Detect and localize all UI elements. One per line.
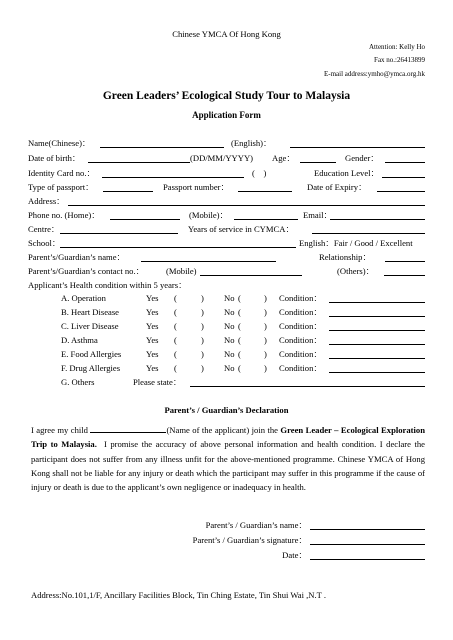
health-condition-label-c: Condition： — [279, 321, 322, 331]
health-yes-open-c[interactable]: ( — [174, 321, 177, 331]
guardian-name-label: Parent’s/Guardian’s name： — [28, 252, 126, 262]
health-yes-open-b[interactable]: ( — [174, 307, 177, 317]
health-no-c: No — [224, 321, 235, 331]
passport-type-field[interactable] — [103, 182, 153, 192]
declaration-text — [31, 423, 425, 494]
health-no-f: No — [224, 363, 235, 373]
health-condition-field-f[interactable] — [329, 363, 425, 373]
guardian-name-field[interactable] — [141, 252, 276, 262]
mobile-field[interactable] — [234, 210, 298, 220]
school-label: School： — [28, 238, 61, 248]
health-heading: Applicant’s Health condition within 5 years： — [28, 280, 187, 290]
declaration-body: I promise the accuracy of above personal information and health condition. I declare the participant does not suffer from any illness unfit for the above-mentioned programme. Chinese YMCA of Hong Kong shall not be liable for any injury or death which the participant may suffer in this programme if the cause of injury or death is due to the applicant’s own negligence or inadequacy in health. — [31, 439, 425, 493]
id-card-check: ( ) — [252, 168, 267, 178]
passport-number-field[interactable] — [238, 182, 292, 192]
health-no-close-c: ) — [264, 321, 267, 331]
signature-date-label: Date： — [282, 550, 307, 560]
please-state-label: Please state： — [133, 377, 182, 387]
please-state-field[interactable] — [190, 377, 425, 387]
health-condition-label-f: Condition： — [279, 363, 322, 373]
years-service-field[interactable] — [312, 224, 425, 234]
gender-label: Gender： — [345, 153, 379, 163]
email-label: Email： — [303, 210, 333, 220]
health-condition-label-a: Condition： — [279, 293, 322, 303]
school-field[interactable] — [60, 238, 296, 248]
dob-format: (DD/MM/YYYY) — [190, 153, 254, 163]
signature-field[interactable] — [310, 535, 425, 545]
health-no-close-f: ) — [264, 363, 267, 373]
name-chinese-field[interactable] — [100, 138, 224, 148]
declaration-after-blank: (Name of the applicant) join the — [166, 425, 278, 435]
health-yes-f: Yes — [146, 363, 159, 373]
health-no-open-c[interactable]: ( — [238, 321, 241, 331]
attention-line: Attention: Kelly Ho — [369, 43, 425, 51]
health-label-c: C. Liver Disease — [61, 321, 119, 331]
health-yes-close-c: ) — [201, 321, 204, 331]
fax-line: Fax no.:26413899 — [374, 56, 425, 64]
id-card-label: Identity Card no.： — [28, 168, 96, 178]
health-no-close-b: ) — [264, 307, 267, 317]
age-label: Age： — [272, 153, 295, 163]
health-no-close-a: ) — [264, 293, 267, 303]
health-yes-open-d[interactable]: ( — [174, 335, 177, 345]
health-condition-field-d[interactable] — [329, 335, 425, 345]
phone-home-field[interactable] — [110, 210, 180, 220]
health-no-close-e: ) — [264, 349, 267, 359]
mobile-label: (Mobile)： — [189, 210, 229, 220]
health-yes-open-f[interactable]: ( — [174, 363, 177, 373]
centre-label: Centre： — [28, 224, 60, 234]
health-label-e: E. Food Allergies — [61, 349, 122, 359]
address-field[interactable] — [68, 196, 425, 206]
health-no-open-e[interactable]: ( — [238, 349, 241, 359]
id-card-field[interactable] — [102, 168, 244, 178]
health-label-a: A. Operation — [61, 293, 106, 303]
health-yes-c: Yes — [146, 321, 159, 331]
health-yes-close-b: ) — [201, 307, 204, 317]
health-no-b: No — [224, 307, 235, 317]
education-label: Education Level： — [314, 168, 380, 178]
signature-name-field[interactable] — [310, 520, 425, 530]
health-no-open-f[interactable]: ( — [238, 363, 241, 373]
guardian-contact-label: Parent’s/Guardian’s contact no.： — [28, 266, 145, 276]
name-english-label: (English)： — [231, 138, 272, 148]
health-no-open-a[interactable]: ( — [238, 293, 241, 303]
health-no-open-d[interactable]: ( — [238, 335, 241, 345]
declaration-programme: Green Leader – Ecological Exploration Trip to Malaysia. — [31, 425, 425, 450]
relationship-label: Relationship： — [319, 252, 372, 262]
health-label-b: B. Heart Disease — [61, 307, 119, 317]
health-condition-field-e[interactable] — [329, 349, 425, 359]
guardian-others-field[interactable] — [384, 266, 425, 276]
signature-label: Parent’s / Guardian’s signature： — [192, 535, 307, 545]
health-yes-open-a[interactable]: ( — [174, 293, 177, 303]
health-no-open-b[interactable]: ( — [238, 307, 241, 317]
passport-number-label: Passport number： — [163, 182, 230, 192]
email-line: E-mail address:ymho@ymca.org.hk — [324, 70, 425, 78]
health-no-close-d: ) — [264, 335, 267, 345]
health-label-g: G. Others — [61, 377, 95, 387]
health-condition-label-d: Condition： — [279, 335, 322, 345]
organization-name: Chinese YMCA Of Hong Kong — [172, 29, 281, 39]
health-no-e: No — [224, 349, 235, 359]
signature-date-field[interactable] — [310, 550, 425, 560]
declaration-intro: I agree my child — [31, 425, 88, 435]
health-yes-open-e[interactable]: ( — [174, 349, 177, 359]
education-field[interactable] — [382, 168, 425, 178]
address-label: Address： — [28, 196, 65, 206]
health-yes-b: Yes — [146, 307, 159, 317]
phone-home-label: Phone no. (Home)： — [28, 210, 100, 220]
health-yes-close-d: ) — [201, 335, 204, 345]
health-yes-close-a: ) — [201, 293, 204, 303]
health-yes-e: Yes — [146, 349, 159, 359]
english-level-options[interactable]: English：Fair / Good / Excellent — [299, 238, 413, 248]
health-yes-a: Yes — [146, 293, 159, 303]
guardian-mobile-field[interactable] — [200, 266, 302, 276]
applicant-name-field[interactable] — [90, 424, 166, 433]
page-title: Green Leaders’ Ecological Study Tour to Malaysia — [102, 90, 351, 102]
gender-field[interactable] — [385, 153, 425, 163]
form-subtitle: Application Form — [192, 110, 261, 120]
health-no-a: No — [224, 293, 235, 303]
email-field[interactable] — [330, 210, 425, 220]
health-no-d: No — [224, 335, 235, 345]
declaration-heading: Parent’s / Guardian’s Declaration — [164, 405, 289, 415]
health-yes-close-f: ) — [201, 363, 204, 373]
passport-type-label: Type of passport： — [28, 182, 94, 192]
guardian-mobile-label: (Mobile) — [166, 266, 197, 276]
age-field[interactable] — [300, 153, 336, 163]
expiry-label: Date of Expiry： — [307, 182, 367, 192]
health-condition-label-e: Condition： — [279, 349, 322, 359]
name-chinese-label: Name(Chinese)： — [28, 138, 91, 148]
health-label-d: D. Asthma — [61, 335, 98, 345]
expiry-field[interactable] — [377, 182, 425, 192]
years-service-label: Years of service in CYMCA： — [188, 224, 295, 234]
health-yes-d: Yes — [146, 335, 159, 345]
name-english-field[interactable] — [290, 138, 425, 148]
health-label-f: F. Drug Allergies — [61, 363, 121, 373]
relationship-field[interactable] — [385, 252, 425, 262]
health-condition-field-c[interactable] — [329, 321, 425, 331]
dob-field[interactable] — [88, 153, 190, 163]
signature-name-label: Parent’s / Guardian’s name： — [205, 520, 307, 530]
footer-address: Address:No.101,1/F, Ancillary Facilities Block, Tin Ching Estate, Tin Shui Wai ,N.T . — [31, 590, 327, 600]
health-yes-close-e: ) — [201, 349, 204, 359]
health-condition-field-b[interactable] — [329, 307, 425, 317]
health-condition-field-a[interactable] — [329, 293, 425, 303]
guardian-others-label: (Others)： — [337, 266, 375, 276]
centre-field[interactable] — [60, 224, 178, 234]
dob-label: Date of birth： — [28, 153, 81, 163]
health-condition-label-b: Condition： — [279, 307, 322, 317]
